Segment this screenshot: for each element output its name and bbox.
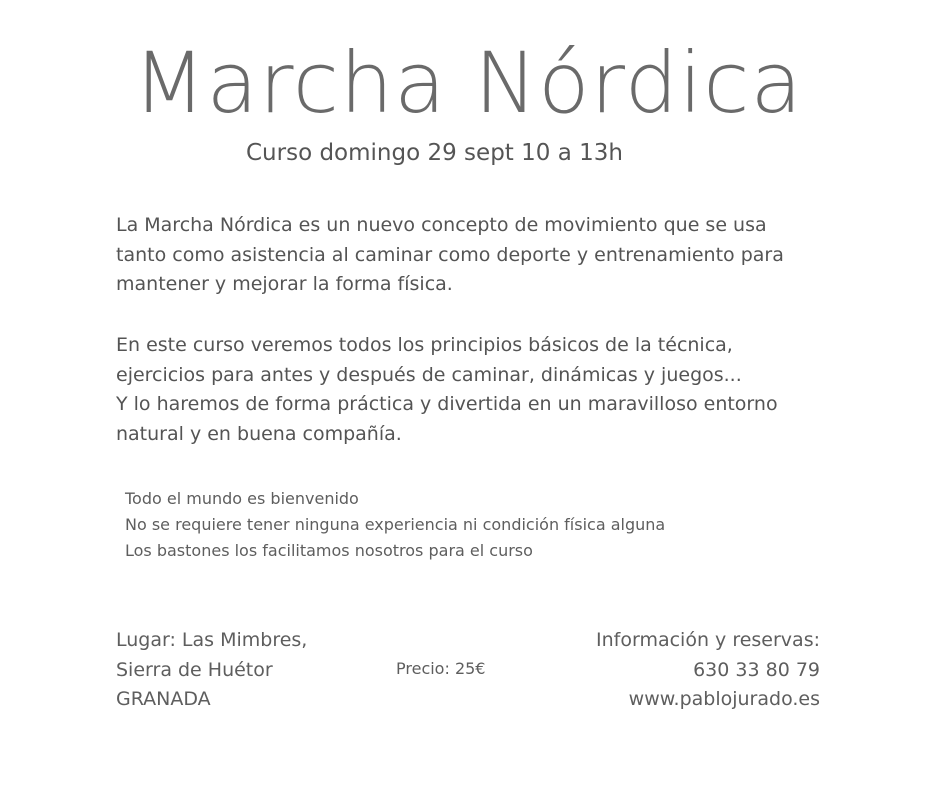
price-label: Precio: 25€ — [396, 659, 486, 678]
location-line: Sierra de Huétor — [116, 658, 273, 681]
intro-paragraph — [116, 211, 836, 300]
course-line: En este curso veremos todos los principios básicos de la técnica, — [116, 334, 733, 356]
course-line: natural y en buena compañía. — [116, 422, 402, 445]
contact-phone: 630 33 80 79 — [693, 658, 820, 681]
course-paragraph — [116, 331, 836, 449]
intro-line: tanto como asistencia al caminar como deporte y entrenamiento para — [116, 243, 784, 266]
intro-line: La Marcha Nórdica es un nuevo concepto de movimiento que se usa — [116, 214, 767, 236]
intro-line: mantener y mejorar la forma física. — [116, 273, 453, 295]
contact-label: Información y reservas: — [596, 629, 820, 651]
course-line: Y lo haremos de forma práctica y divertida en un maravilloso entorno — [116, 393, 778, 415]
page-title: Marcha Nórdica — [133, 34, 803, 132]
note-item: Los bastones los facilitamos nosotros para el curso — [125, 541, 533, 560]
course-line: ejercicios para antes y después de caminar, dinámicas y juegos... — [116, 363, 742, 386]
note-item: No se requiere tener ninguna experiencia ni condición física alguna — [125, 515, 666, 534]
notes-list — [125, 486, 665, 564]
location-line: Lugar: Las Mimbres, — [116, 629, 308, 651]
course-date-subtitle: Curso domingo 29 sept 10 a 13h — [246, 140, 623, 166]
contact-block — [596, 626, 820, 715]
location-city: GRANADA — [116, 688, 211, 710]
contact-website: www.pablojurado.es — [628, 688, 820, 710]
note-item: Todo el mundo es bienvenido — [125, 489, 359, 508]
location-block — [116, 626, 307, 715]
